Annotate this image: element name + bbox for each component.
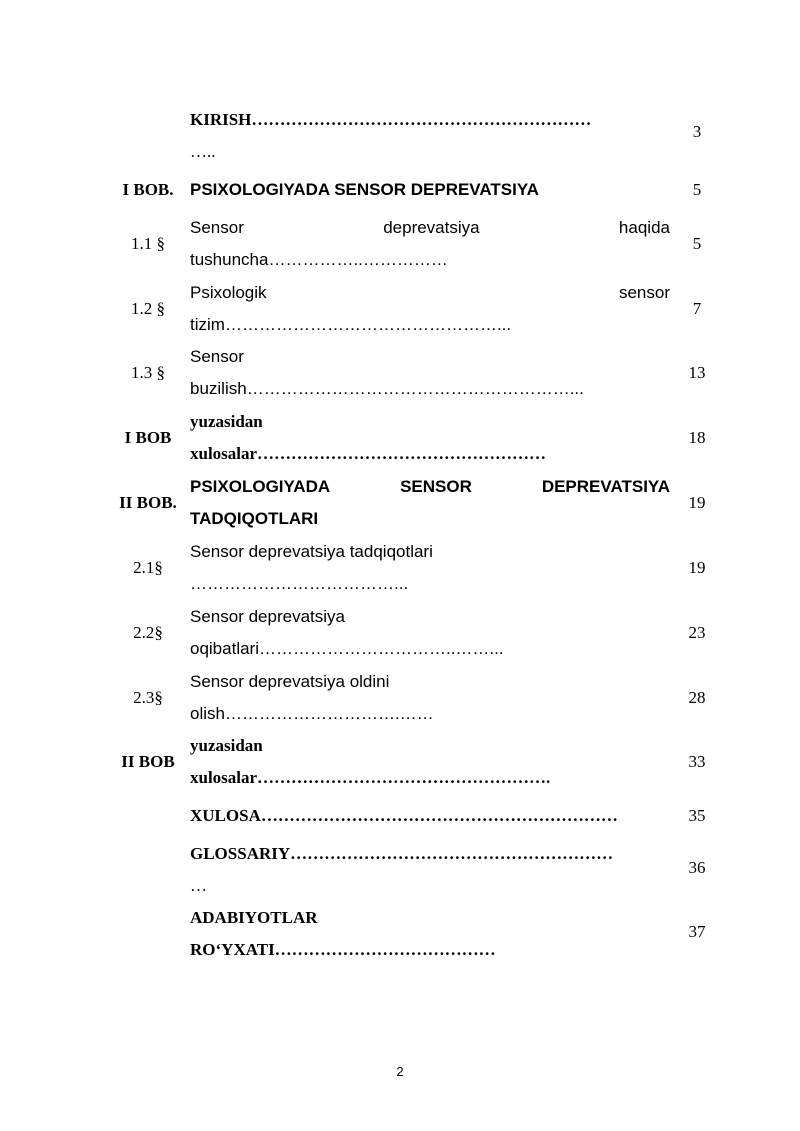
toc-page-number: 35 [688, 806, 706, 825]
toc-title [190, 212, 670, 276]
toc-title-line1 [190, 277, 670, 309]
toc-title [190, 536, 670, 600]
toc-title-line1: XULOSA……………………………………………………… [190, 806, 618, 825]
toc-number: 2.3§ [133, 688, 163, 707]
word: PSIXOLOGIYADA [190, 477, 331, 496]
toc-number: 1.2 § [131, 299, 165, 318]
toc-page-number: 18 [688, 428, 706, 447]
toc-title-line1: yuzasidan [190, 412, 263, 431]
toc-title [190, 471, 670, 535]
toc-title-line1: Sensor [190, 347, 244, 366]
toc-number: 1.1 § [131, 234, 165, 253]
toc-title-line2: … [190, 876, 207, 895]
toc-title-line1: ADABIYOTLAR [190, 908, 318, 927]
toc-number: I BOB. [122, 180, 174, 199]
toc-title-line1: GLOSSARIY………………………………………………… [190, 844, 614, 863]
toc-title-line1: KIRISH…………………………………………………… [190, 110, 592, 129]
word: Psixologik [190, 283, 267, 302]
word: sensor [618, 283, 670, 302]
toc-page-number: 19 [688, 493, 706, 512]
toc-title [190, 902, 670, 966]
toc-title-line1: Sensor deprevatsiya tadqiqotlari [190, 542, 433, 561]
toc-title [190, 838, 670, 902]
toc-page-number: 7 [692, 299, 702, 318]
toc-title [190, 341, 670, 405]
toc-page-number: 37 [688, 922, 706, 941]
toc-title-line1: Sensor deprevatsiya [190, 607, 345, 626]
toc-page-number: 5 [692, 180, 702, 199]
toc-title-line2: RO‘YXATI………………………………… [190, 940, 496, 959]
toc-title [190, 104, 670, 168]
toc-title-line1 [190, 212, 670, 244]
toc-page-number: 23 [688, 623, 706, 642]
toc-page-number: 28 [688, 688, 706, 707]
footer-page-number: 2 [396, 1064, 404, 1079]
toc-title-line2: ………………………………... [190, 574, 409, 593]
toc-title-line2: xulosalar…………………………………………… [190, 444, 547, 463]
toc-title [190, 666, 670, 730]
toc-number: 2.2§ [133, 623, 163, 642]
toc-title-line1: yuzasidan [190, 736, 263, 755]
word: DEPREVATSIYA [541, 477, 670, 496]
toc-title [190, 601, 670, 665]
toc-title-line2: oqibatlari……………………………..……... [190, 639, 504, 658]
toc-number: I BOB [124, 428, 172, 447]
toc-page-number: 13 [688, 363, 706, 382]
toc-title [190, 277, 670, 341]
toc-title-line2: buzilish…………………………………………………... [190, 379, 584, 398]
toc-title-line2: tushuncha……………..…………… [190, 250, 448, 269]
word: SENSOR [400, 477, 472, 496]
toc-page-number: 36 [688, 858, 706, 877]
toc-number: 1.3 § [131, 363, 165, 382]
word: Sensor [190, 218, 244, 237]
toc-page-number: 3 [692, 122, 702, 141]
word: haqida [618, 218, 670, 237]
toc-page-number: 33 [688, 752, 706, 771]
toc-title [190, 800, 670, 832]
toc-title-line1: Sensor deprevatsiya oldini [190, 672, 390, 691]
toc-title-line2: tizim…………………………………………... [190, 315, 512, 334]
toc-title-line1: PSIXOLOGIYADA SENSOR DEPREVATSIYA [190, 180, 539, 199]
toc-title-line2: xulosalar……………………………………………. [190, 768, 551, 787]
toc-number: II BOB. [119, 493, 177, 512]
toc-title [190, 406, 670, 470]
toc-title [190, 730, 670, 794]
toc-title-line1 [190, 471, 670, 503]
toc-number: 2.1§ [133, 558, 163, 577]
toc-page-number: 19 [688, 558, 706, 577]
toc-title-line2: ….. [190, 142, 216, 161]
toc-title-line2: olish………………………….…… [190, 704, 434, 723]
word: deprevatsiya [383, 218, 480, 237]
toc-title [190, 174, 670, 206]
toc-title-line2: TADQIQOTLARI [190, 509, 319, 528]
toc-page-number: 5 [692, 234, 702, 253]
toc-number: II BOB [121, 752, 175, 771]
